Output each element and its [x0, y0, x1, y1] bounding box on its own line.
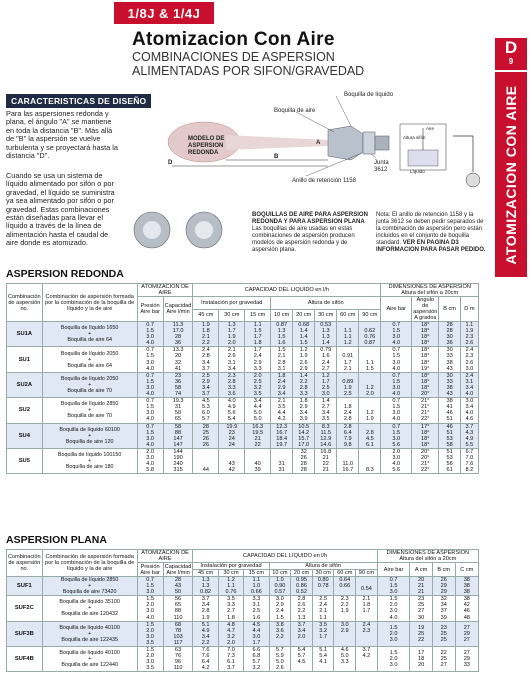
- gravity-values: 2.4 2.8 3.4 3.7: [193, 347, 219, 372]
- dim-b-values: 22 25 27: [432, 647, 455, 672]
- siphon-values: 16.8 21 22 21: [315, 448, 337, 473]
- dim-b-values: 23 25 25: [432, 621, 455, 646]
- dim-c-values: 38 38 38: [455, 577, 478, 596]
- gravity-values: 3.3 3.1 2.5 1.6: [244, 596, 269, 621]
- table-row: [7, 347, 479, 372]
- liquid-col-header: 10 cm: [271, 309, 293, 322]
- table-row: [7, 398, 479, 423]
- air-pressure-values: 0.7 1.5 3.0: [137, 577, 163, 596]
- side-band-label: ATOMIZACION CON AIRE: [503, 84, 519, 265]
- air-capacity-values: 68 78 103 117: [163, 621, 193, 646]
- gravity-values: 1.2 1.1 0.76: [218, 577, 243, 596]
- siphon-values: 2.8 6.4 7.9 9.8: [337, 423, 359, 448]
- dim-c-values: 27 29 33: [455, 647, 478, 672]
- liquid-col-header: 30 cm: [312, 570, 334, 577]
- combination-code: SU4: [7, 423, 43, 448]
- gasket-label: Junta 3612: [374, 160, 389, 173]
- dim-b-header: B cm: [439, 297, 460, 322]
- gravity-values: 2.0 2.5 3.2 3.5: [245, 372, 271, 397]
- siphon-values: 3.0 2.9 2.4 1.5: [269, 596, 291, 621]
- siphon-values: 8.3 11.5 12.9 14.6: [315, 423, 337, 448]
- dimensions-header: DIMENSIONES DE ASPERSION Altura del sifón a 20cm: [381, 284, 479, 297]
- dim-air-values: 2.0 3.0 4.0 5.6: [381, 448, 412, 473]
- combination-code: SU1A: [7, 322, 43, 347]
- gravity-values: 40 39: [245, 448, 271, 473]
- table-row: [7, 621, 479, 646]
- siphon-values: 1.5 2.1 2.8 3.1: [271, 347, 293, 372]
- gravity-values: 1.1 1.0 0.66: [244, 577, 269, 596]
- dim-air-values: 1.5 2.0 3.0 4.0: [377, 596, 410, 621]
- design-paragraph-1: Para las aspersiones redonda y plana, el ángulo "A" se mantiene en toda la distancia "B". Más allá de "B" la aspersión se vuelve turbulenta y se proyectará hasta la distancia "D".: [6, 109, 118, 161]
- liquid-col-header: 45 cm: [193, 309, 219, 322]
- table-row: [7, 577, 479, 596]
- combination-code: SUF4B: [7, 647, 43, 672]
- atom-header: ATOMIZACION DE AIRE: [137, 550, 193, 563]
- dimension-d-label: D: [168, 160, 173, 166]
- siphon-values: 0.68 1.4 1.4 1.5: [293, 322, 315, 347]
- siphon-values: 0.79 1.6 2.4 2.7: [315, 347, 337, 372]
- combination-description: Boquilla de líquido 1650 + Boquilla de aire 64: [42, 322, 137, 347]
- siphon-values: 4.6 5.0 3.3: [334, 647, 356, 672]
- dim-angle-values: 20° 20° 21° 22°: [412, 448, 439, 473]
- dim-d-values: 6.7 7.0 7.6 8.2: [460, 448, 478, 473]
- gravity-values: 1.3 1.7 1.9 2.0: [219, 322, 245, 347]
- flat-spray-table: [6, 549, 479, 672]
- gravity-values: 2.3 2.8 3.3 3.6: [219, 372, 245, 397]
- air-pressure-values: 2.0 3.0 4.0 5.8: [137, 448, 163, 473]
- dim-air-values: 0.7 1.5 3.0 4.0: [381, 347, 412, 372]
- series-tag: 1/8J & 1/4J: [114, 2, 214, 24]
- section-tab: [495, 38, 527, 70]
- siphon-values: 1.8 2.4 2.9 3.4: [271, 372, 293, 397]
- siphon-values: 0.64 0.66: [334, 577, 356, 596]
- dim-c-values: 38 42 46 48: [455, 596, 478, 621]
- liquid-col-header: 90 cm: [359, 309, 381, 322]
- dim-c-values: 27 29 27: [455, 621, 478, 646]
- dim-c-header: C cm: [455, 563, 478, 577]
- dim-air-values: 0.7 1.5 3.0 4.0: [381, 398, 412, 423]
- dim-b-values: 28 28 30 36: [439, 322, 460, 347]
- siphon-diagram: [398, 122, 480, 194]
- siphon-values: 5.4 5.7 4.5: [291, 647, 313, 672]
- siphon-values: 3.5 3.2 1.7: [312, 621, 334, 646]
- section-letter: D: [504, 38, 518, 57]
- siphon-values: 1.2 2.0: [359, 372, 381, 397]
- liquid-col-header: 10 cm: [269, 570, 291, 577]
- air-capacity-values: 144 190 240 315: [163, 448, 193, 473]
- col-comb-header: Combinación de aspersión no.: [7, 284, 43, 322]
- siphon-values: 0.62 0.76 0.87: [359, 322, 381, 347]
- liquid-capacity-header: CAPACIDAD DEL LIQUIDO en l/h: [193, 284, 381, 297]
- gravity-values: 2.5 2.9 3.4 3.7: [193, 372, 219, 397]
- siphon-values: 3.8 3.6 2.2: [269, 621, 291, 646]
- liquid-capacity-header: CAPACIDAD DEL LIQUIDO en l/h: [193, 550, 377, 563]
- air-pressure-values: 1.5 2.0 3.0 3.5: [137, 621, 163, 646]
- combination-description: Boquilla de líquido 35100 + Boquilla de aire 120432: [42, 596, 137, 621]
- siphon-header: Altura de sifón: [271, 297, 381, 310]
- dim-b-values: 38 41 46 51: [439, 398, 460, 423]
- dim-b-values: 26 29 29: [432, 577, 455, 596]
- siphon-values: 1.4 2.7 3.4 3.5: [315, 398, 337, 423]
- siphon-values: 5.1 5.4 4.1: [312, 647, 334, 672]
- col-comb-header: Combinación de aspersión no.: [7, 550, 43, 577]
- gravity-values: 28 25 26 26: [193, 423, 219, 448]
- liquid-col-header: 15 cm: [245, 309, 271, 322]
- dim-a-values: 19 25 22: [410, 621, 432, 646]
- air-pressure-values: 0.7 1.5 3.0 4.0: [137, 322, 163, 347]
- dimension-b-label: B: [274, 154, 279, 160]
- siphon-values: 1.1 1.5: [359, 347, 381, 372]
- dim-a-values: 17 18 20: [410, 647, 432, 672]
- air-capacity-values: 56 65 88 110: [163, 596, 193, 621]
- gravity-values: 19.9 23 24 24: [219, 423, 245, 448]
- gravity-values: 3.7 3.4 2.8 1.9: [193, 596, 218, 621]
- dim-angle-values: 18° 18° 18° 18°: [412, 322, 439, 347]
- air-capacity-values: 11.3 17.0 28 36: [163, 322, 193, 347]
- nozzle-caption-title: BOQUILLAS DE AIRE PARA ASPERSION REDONDA Y PARA ASPERSION PLANA: [252, 212, 368, 225]
- dim-air-values: 0.7 1.5 3.0 4.0: [381, 322, 412, 347]
- dim-air-values: 1.5 2.0 3.0: [377, 647, 410, 672]
- table-row: [7, 448, 479, 473]
- nozzle-photos: [132, 206, 242, 256]
- table-row: [7, 596, 479, 621]
- dim-angle-header: Angulo de aspersión A grados: [413, 297, 438, 321]
- gravity-values: 5.1 4.9 3.4 2.2: [193, 621, 218, 646]
- air-capacity-values: 58 88 147 147: [163, 423, 193, 448]
- air-nozzle-label: Boquilla de aire: [274, 108, 316, 114]
- dim-b-values: 51 53 56 61: [439, 448, 460, 473]
- dim-air-header: Aire bar: [381, 297, 412, 322]
- gravity-values: 3.5 3.3 2.7 1.8: [218, 596, 243, 621]
- gravity-header: Instalación por gravedad: [193, 563, 269, 570]
- atom-header: ATOMIZACION DE AIRE: [137, 284, 193, 297]
- gravity-values: 1.3 1.3 0.82: [193, 577, 218, 596]
- siphon-values: 2.4 2.3: [356, 621, 378, 646]
- combination-code: SUF2C: [7, 596, 43, 621]
- siphon-values: 1.2 1.9: [359, 398, 381, 423]
- siphon-values: 0.53 1.3 1.3 1.4: [315, 322, 337, 347]
- dim-b-header: B cm: [432, 563, 455, 577]
- siphon-values: 0.89 1.9 2.5: [337, 372, 359, 397]
- combination-description: Boquilla de líquido 2850 + Boquilla de aire 70: [42, 398, 137, 423]
- gravity-values: 4.0 4.9 5.6 5.4: [219, 398, 245, 423]
- gravity-header: Instalación por gravedad: [193, 297, 271, 310]
- nozzle-caption: [252, 212, 372, 254]
- combination-description: Boquilla de líquido 40100 + Boquilla de aire 122435: [42, 621, 137, 646]
- siphon-values: 2.8 4.5 6.1: [359, 423, 381, 448]
- liquid-col-header: 20 cm: [293, 309, 315, 322]
- liquid-nozzle-label: Boquilla de líquido: [344, 92, 394, 98]
- siphon-values: 2.3 2.2 1.9: [334, 596, 356, 621]
- siphon-values: 1.0 0.90 0.57: [269, 577, 291, 596]
- note-body: Nota: El anillo de retención 1158 y la junta 3612 se deben pedir separados de la combinación de aspersión pero están incluidos en el conjunto de boquilla standard.: [376, 212, 484, 246]
- gravity-values: 16.3 19.5 21 22: [245, 423, 271, 448]
- siphon-values: 8.3: [359, 448, 381, 473]
- air-capacity-values: 23 36 58 74: [163, 372, 193, 397]
- liquid-col-header: 60 cm: [337, 309, 359, 322]
- gravity-values: 4.5 5.3 6.0 5.7: [193, 398, 219, 423]
- siphon-values: 1.4 2.2 2.8 3.3: [293, 372, 315, 397]
- siphon-values: 3.7 4.2: [356, 647, 378, 672]
- page-title: Atomizacion Con Aire: [132, 29, 335, 50]
- air-pressure-values: 1.5 2.0 3.0 3.5: [137, 647, 163, 672]
- liquid-col-header: 15 cm: [244, 570, 269, 577]
- combination-description: Boquilla de líquido 40100 + Boquilla de aire 122440: [42, 647, 137, 672]
- dimension-a-label: A: [316, 140, 321, 146]
- air-capacity-values: 63 76 96 110: [163, 647, 193, 672]
- dim-air-values: 1.5 2.0 3.0: [377, 621, 410, 646]
- siphon-values: 0.91 1.7 2.1: [337, 347, 359, 372]
- siphon-values: 3.7 3.4 2.0: [291, 621, 313, 646]
- dim-b-values: 46 51 53 58: [439, 423, 460, 448]
- round-pattern-label: MODELO DE ASPERSION REDONDA: [188, 136, 225, 156]
- gravity-values: 2.1 2.6 3.1 3.4: [219, 347, 245, 372]
- gravity-values: 7.0 7.3 6.1 3.7: [218, 647, 243, 672]
- note-caption: [376, 212, 486, 254]
- gravity-values: 6.6 6.8 5.7 3.2: [244, 647, 269, 672]
- air-capacity-values: 28 43 50: [163, 577, 193, 596]
- combination-description: Boquilla de líquido 2850 + Boquilla de aire 73420: [42, 577, 137, 596]
- nozzle-caption-body: Las boquillas de aire usadas en estas combinaciones de aspersión producen modelos de aspersión redonda y de aspersión plana.: [252, 226, 355, 253]
- liquid-line-label: Líquido: [410, 169, 425, 174]
- siphon-values: 1.2 1.7 2.5 3.0: [315, 372, 337, 397]
- liquid-col-header: 30 cm: [219, 309, 245, 322]
- gravity-values: 1.7 2.4 2.9 3.3: [245, 347, 271, 372]
- gravity-values: 4.5 4.4 3.0 1.7: [244, 621, 269, 646]
- combination-description: Boquilla de líquido 100150 + Boquilla de aire 180: [42, 448, 137, 473]
- siphon-values: 10.5 14.2 15.7 17.0: [293, 423, 315, 448]
- table-row: [7, 647, 479, 672]
- combination-code: SUF1: [7, 577, 43, 596]
- siphon-values: 2.8 2.6 2.2 1.3: [291, 596, 313, 621]
- design-paragraph-2: Cuando se usa un sistema de líquido alimentado por sifón o por gravedad, el líquido se suministra ya sea alimentado por sifón o por gravedad. Estas combinaciones están diseñadas para llevar el líquido a través de la línea de alimentación hasta el caudal de aire donde es atomizado.: [6, 171, 115, 248]
- dim-a-values: 23 25 27 30: [410, 596, 432, 621]
- air-pressure-values: 0.7 1.5 3.0 4.0: [137, 372, 163, 397]
- table-row: [7, 372, 479, 397]
- spray-diagram: [166, 90, 396, 192]
- air-pressure-values: 0.7 1.5 3.0 4.0: [137, 347, 163, 372]
- liquid-col-header: 45 cm: [193, 570, 218, 577]
- round-spray-table: [6, 283, 479, 474]
- dim-d-values: 2.4 3.1 3.4 4.0: [460, 372, 478, 397]
- combination-description: Boquilla de líquido 2050 + Boquilla de aire 70: [42, 372, 137, 397]
- dim-air-header: Aire bar: [377, 563, 410, 577]
- round-section-title: ASPERSION REDONDA: [6, 268, 124, 280]
- siphon-values: 11.0 16.7: [337, 448, 359, 473]
- air-pressure-values: 0.7 1.5 3.0 4.0: [137, 423, 163, 448]
- dim-angle-values: 17° 18° 18° 18°: [412, 423, 439, 448]
- siphon-values: 1.8 2.9 3.4 3.9: [293, 398, 315, 423]
- note-bold: VER EN PAGINA D3 INFORMACION PARA PASAR PEDIDO.: [376, 240, 486, 253]
- siphon-values: 0.95 0.86 0.52: [291, 577, 313, 596]
- air-line-label: Aire: [426, 126, 435, 131]
- air-capacity-header: Capacidad Aire l/min: [164, 563, 192, 576]
- siphon-values: 5.7 5.9 5.0 2.6: [269, 647, 291, 672]
- dim-air-values: 0.7 1.5 3.0 5.6: [381, 423, 412, 448]
- side-band: [495, 72, 527, 277]
- liquid-col-header: 30 cm: [218, 570, 243, 577]
- siphon-values: 1.8 2.4 2.8: [337, 398, 359, 423]
- dim-angle-values: 21° 21° 21° 22°: [412, 398, 439, 423]
- dim-air-values: 0.7 1.5 3.0 4.0: [381, 372, 412, 397]
- siphon-values: 12.3 16.7 18.4 19.7: [271, 423, 293, 448]
- gravity-values: 3.4 4.4 5.0 5.0: [245, 398, 271, 423]
- dim-b-values: 30 33 38 43: [439, 372, 460, 397]
- gravity-values: 1.9 1.8 2.1 2.2: [193, 322, 219, 347]
- siphon-values: 31 31: [271, 448, 293, 473]
- air-capacity-header: Capacidad Aire l/min: [163, 297, 193, 322]
- air-pressure-values: 1.5 2.0 3.0 4.0: [137, 596, 163, 621]
- gravity-values: 43 42: [219, 448, 245, 473]
- air-pressure-header: Presión Aire bar: [137, 297, 163, 322]
- combination-code: SU5: [7, 448, 43, 473]
- table-row: [7, 423, 479, 448]
- liquid-col-header: 30 cm: [315, 309, 337, 322]
- siphon-values: 1.2 1.9 2.6 2.9: [293, 347, 315, 372]
- combination-description: Boquilla de líquido 60100 + Boquilla de aire 120: [42, 423, 137, 448]
- dim-angle-values: 18° 18° 18° 20°: [412, 372, 439, 397]
- dim-d-header: D m: [460, 297, 478, 322]
- siphon-values: 3.0 2.9: [334, 621, 356, 646]
- gravity-values: 44: [193, 448, 219, 473]
- flat-section-title: ASPERSION PLANA: [6, 534, 107, 546]
- combination-code: SUF3B: [7, 621, 43, 646]
- gravity-values: 7.6 7.6 6.4 4.2: [193, 647, 218, 672]
- dim-air-values: 0.7 1.5 3.0: [377, 577, 410, 596]
- gravity-values: 4.8 4.7 3.2 2.0: [218, 621, 243, 646]
- siphon-values: 2.5 2.4 2.1 1.1: [312, 596, 334, 621]
- combination-code: SU1: [7, 347, 43, 372]
- air-capacity-values: 13.3 20 32 41: [163, 347, 193, 372]
- siphon-values: 0.87 1.3 1.5 1.6: [271, 322, 293, 347]
- design-heading: CARACTERISTICAS DE DISEÑO: [6, 94, 151, 108]
- col-desc-header: Combinación de aspersión formada por la combinación de la boquilla de líquido y la de aire: [42, 550, 137, 577]
- liquid-col-header: 60 cm: [334, 570, 356, 577]
- dim-b-values: 30 33 38 43: [439, 347, 460, 372]
- siphon-values: 2.1 1.8 1.7: [356, 596, 378, 621]
- siphon-values: 32 26 28 28: [293, 448, 315, 473]
- dim-d-values: 3.0 3.4 4.0 4.6: [460, 398, 478, 423]
- siphon-values: 0.80 0.78: [312, 577, 334, 596]
- combination-description: Boquilla de líquido 2050 + Boquilla de aire 64: [42, 347, 137, 372]
- dim-a-header: A cm: [410, 563, 432, 577]
- dim-a-values: 20 21 21: [410, 577, 432, 596]
- page-subtitle: COMBINACIONES DE ASPERSION ALIMENTADAS POR SIFON/GRAVEDAD: [132, 50, 365, 78]
- air-capacity-values: 19.3 31 50 65: [163, 398, 193, 423]
- siphon-height-label: Altura sifón: [403, 135, 426, 140]
- combination-code: SU2: [7, 398, 43, 423]
- dim-d-values: 3.7 4.3 4.9 5.5: [460, 423, 478, 448]
- siphon-values: 0.54: [356, 577, 378, 596]
- siphon-values: 2.1 3.5 4.4 4.2: [271, 398, 293, 423]
- liquid-col-header: 20 cm: [291, 570, 313, 577]
- siphon-header: Altura de sifón: [269, 563, 377, 570]
- dim-angle-values: 18° 18° 18° 19°: [412, 347, 439, 372]
- col-desc-header: Combinación de aspersión formada por la combinación de la boquilla de líquido y la de aire: [42, 284, 137, 322]
- siphon-values: 1.1 1.1 1.2: [337, 322, 359, 347]
- retaining-ring-label: Anillo de retención 1158: [292, 178, 356, 184]
- gravity-values: 1.1 1.5 1.7 1.8: [245, 322, 271, 347]
- air-pressure-header: Presión Aire bar: [137, 563, 163, 577]
- air-pressure-values: 0.7 1.5 3.0 4.0: [137, 398, 163, 423]
- liquid-col-header: 90 cm: [356, 570, 378, 577]
- section-page: 9: [508, 57, 514, 66]
- dim-d-values: 1.1 1.9 2.3 2.6: [460, 322, 478, 347]
- table-row: [7, 322, 479, 347]
- dim-b-values: 32 34 37 39: [432, 596, 455, 621]
- combination-code: SU2A: [7, 372, 43, 397]
- dim-d-values: 2.4 2.3 2.6 3.0: [460, 347, 478, 372]
- dimensions-header: DIMENSIONES DE ASPERSION Altura del sifón a 20cm: [377, 550, 478, 563]
